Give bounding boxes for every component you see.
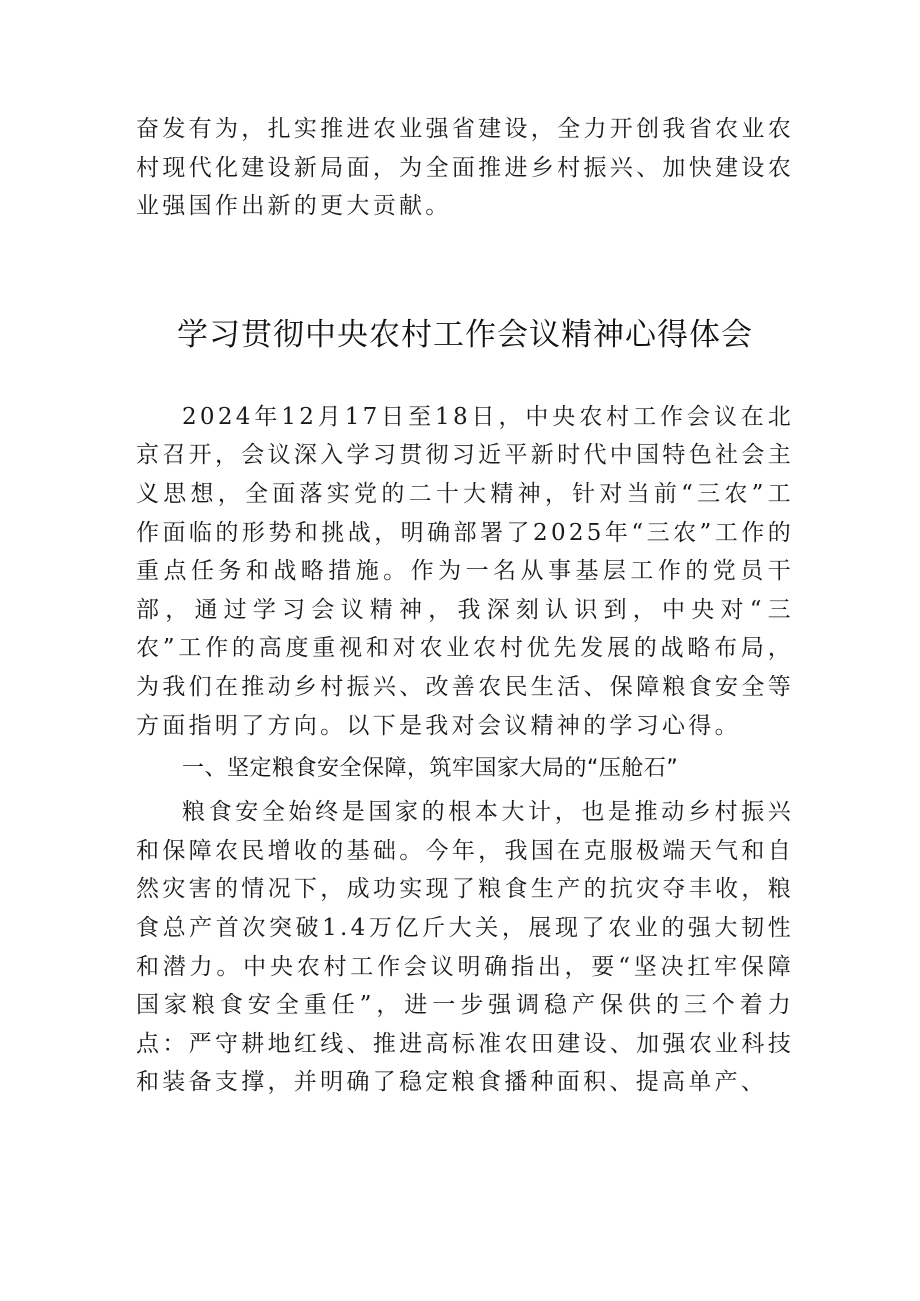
intro-paragraph: 奋发有为，扎实推进农业强省建设，全力开创我省农业农村现代化建设新局面，为全面推进乡村振兴、加快建设农业强国作出新的更大贡献。 xyxy=(136,116,794,220)
document-title: 学习贯彻中央农村工作会议精神心得体会 xyxy=(177,316,753,353)
body-paragraph-1: 2024年12月17日至18日，中央农村工作会议在北京召开，会议深入学习贯彻习近平新时代中国特色社会主义思想，全面落实党的二十大精神，针对当前“三农”工作面临的形势和挑战，明确部署了2025年“三农”工作的重点任务和战略措施。作为一名从事基层工作的党员干部，通过学习会议精神，我深刻认识到，中央对“三农”工作的高度重视和对农业农村优先发展的战略布局，为我们在推动乡村振兴、改善农民生活、保障粮食安全等方面指明了方向。以下是我对会议精神的学习心得。 xyxy=(136,403,794,739)
body-paragraph-2: 粮食安全始终是国家的根本大计，也是推动乡村振兴和保障农民增收的基础。今年，我国在克服极端天气和自然灾害的情况下，成功实现了粮食生产的抗灾夺丰收，粮食总产首次突破1.4万亿斤大关，展现了农业的强大韧性和潜力。中央农村工作会议明确指出，要“坚决扛牢保障国家粮食安全重任”，进一步强调稳产保供的三个着力点：严守耕地红线、推进高标准农田建设、加强农业科技和装备支撑，并明确了稳定粮食播种面积、提高单产、 xyxy=(136,799,794,1096)
section-heading-1: 一、坚定粮食安全保障，筑牢国家大局的“压舱石” xyxy=(182,756,679,782)
